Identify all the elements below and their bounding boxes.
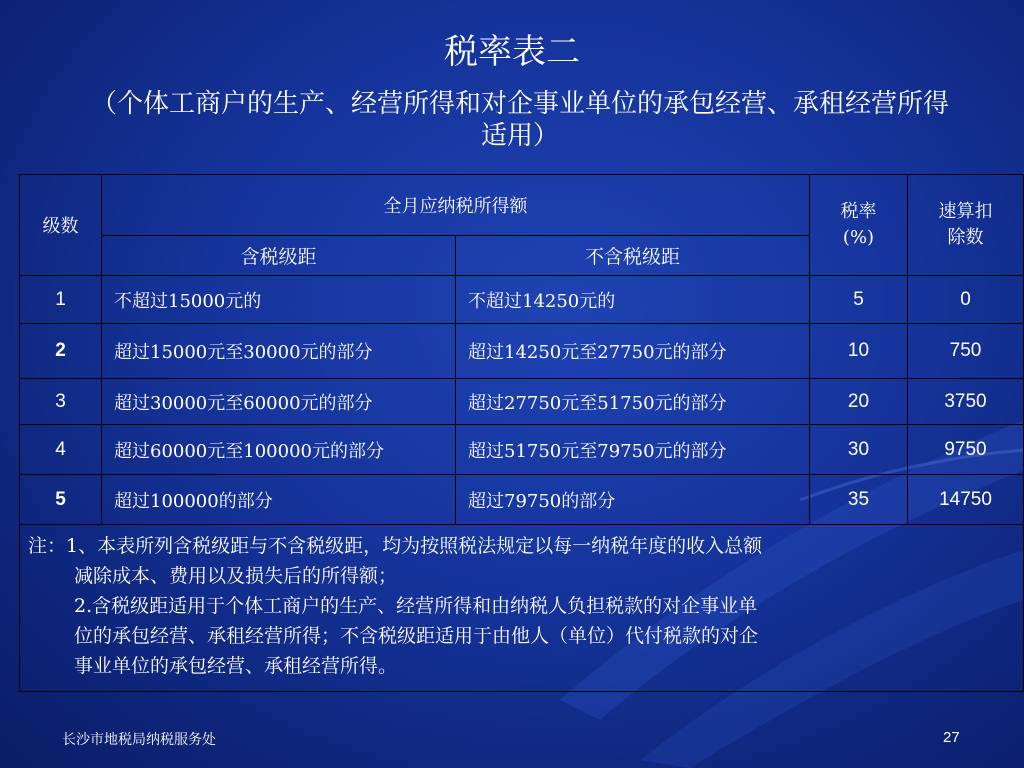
cell-deduction: 9750 [908,425,1024,475]
slide-title: 税率表二 [444,32,580,72]
header-level: 级数 [20,175,102,276]
header-rate-label: 税率(%) [840,201,877,248]
table-row [20,379,1024,425]
cell-deduction: 14750 [908,475,1024,525]
note-line-4: 位的承包经营、承租经营所得；不含税级距适用于由他人（单位）代付税款的对企 [74,625,759,647]
cell-deduction: 750 [908,324,1024,379]
table-row [20,475,1024,525]
header-tax-exclusive: 不含税级距 [456,236,810,276]
cell-level: 2 [20,324,102,379]
cell-exclusive: 不超过14250元的 [456,276,810,324]
cell-inclusive: 超过60000元至100000元的部分 [102,425,456,475]
table-row [20,324,1024,379]
table-note [20,525,1024,692]
note-line-1: 注：1、本表所列含税级距与不含税级距，均为按照税法规定以每一纳税年度的收入总额 [28,535,763,557]
cell-level: 3 [20,379,102,425]
cell-deduction: 0 [908,276,1024,324]
note-row [20,525,1024,692]
cell-exclusive: 超过79750的部分 [456,475,810,525]
cell-inclusive: 超过100000的部分 [102,475,456,525]
cell-deduction: 3750 [908,379,1024,425]
cell-rate: 35 [810,475,908,525]
cell-rate: 10 [810,324,908,379]
note-line-2: 减除成本、费用以及损失后的所得额； [74,565,398,587]
header-deduction [908,175,1024,276]
cell-exclusive: 超过51750元至79750元的部分 [456,425,810,475]
header-monthly-income: 全月应纳税所得额 [102,175,810,236]
note-line-5: 事业单位的承包经营、承租经营所得。 [74,655,398,677]
footer-organization: 长沙市地税局纳税服务处 [62,732,216,748]
header-tax-inclusive: 含税级距 [102,236,456,276]
cell-level: 5 [20,475,102,525]
page-number: 27 [943,729,960,746]
note-line-3: 2.含税级距适用于个体工商户的生产、经营所得和由纳税人负担税款的对企事业单 [74,595,758,617]
cell-rate: 30 [810,425,908,475]
cell-inclusive: 超过15000元至30000元的部分 [102,324,456,379]
cell-rate: 20 [810,379,908,425]
tax-rate-table [19,174,1024,692]
cell-level: 1 [20,276,102,324]
cell-level: 4 [20,425,102,475]
cell-inclusive: 不超过15000元的 [102,276,456,324]
cell-inclusive: 超过30000元至60000元的部分 [102,379,456,425]
header-rate [810,175,908,276]
slide-subtitle: （个体工商户的生产、经营所得和对企事业单位的承包经营、承租经营所得适用） [90,89,949,151]
cell-exclusive: 超过14250元至27750元的部分 [456,324,810,379]
cell-rate: 5 [810,276,908,324]
cell-exclusive: 超过27750元至51750元的部分 [456,379,810,425]
table-row [20,425,1024,475]
table-row [20,276,1024,324]
header-deduction-label: 速算扣除数 [938,201,993,248]
